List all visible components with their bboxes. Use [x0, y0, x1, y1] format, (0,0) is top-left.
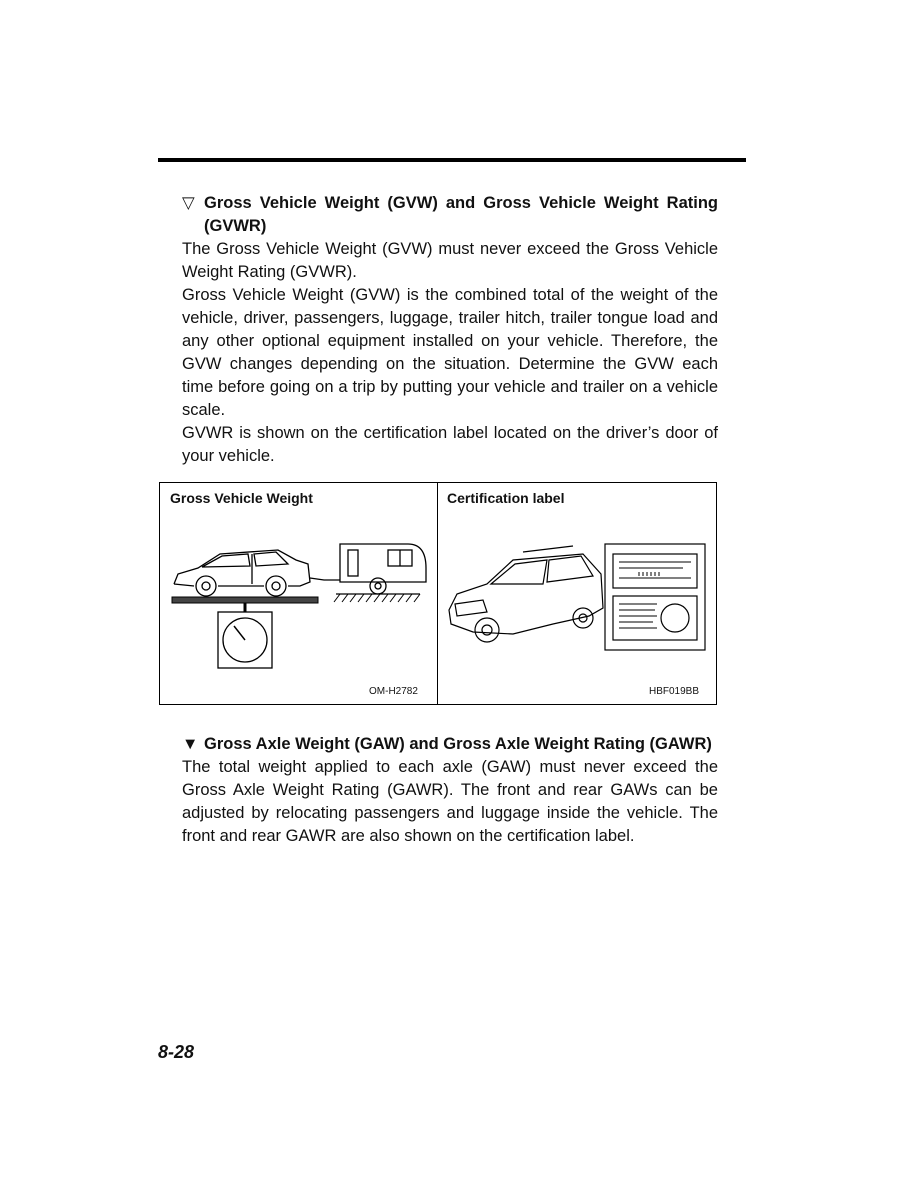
open-triangle-icon: ▽: [182, 194, 195, 212]
section-gvw-heading: [182, 192, 718, 238]
vehicle-scale-illustration: [168, 538, 430, 678]
figure-left-code: OM-H2782: [369, 686, 418, 697]
certification-label-illustration: [443, 538, 713, 678]
section-gvw: [182, 192, 718, 468]
figure-right-code: HBF019BB: [649, 686, 700, 697]
figure-right-title: Certification label: [447, 490, 565, 506]
figure-left-title: Gross Vehicle Weight: [170, 490, 313, 506]
section-gaw: [182, 733, 718, 848]
top-rule: [158, 158, 746, 162]
gvw-paragraph-3: GVWR is shown on the certification label located on the driver’s door of your vehicle.: [182, 424, 718, 465]
section-gaw-heading: [182, 733, 718, 756]
filled-triangle-icon: ▼: [182, 735, 199, 753]
figure-box: [159, 482, 717, 705]
gvw-paragraph-2: Gross Vehicle Weight (GVW) is the combined total of the weight of the vehicle, driver, passengers, luggage, trailer hitch, trailer tongue load and any other optional equipment installed on your vehicle. Therefore, the GVW changes depending on the situation. Determine the GVW each time before going on a trip by putting your vehicle and trailer on a vehicle scale.: [182, 286, 718, 419]
page-number: 8-28: [158, 1042, 195, 1062]
figure-divider: [437, 483, 438, 704]
section-gaw-heading-text: Gross Axle Weight (GAW) and Gross Axle Weight Rating (GAWR): [204, 735, 712, 753]
section-gvw-heading-text: Gross Vehicle Weight (GVW) and Gross Vehicle Weight Rating (GVWR): [204, 194, 718, 235]
gvw-paragraph-1: The Gross Vehicle Weight (GVW) must never exceed the Gross Vehicle Weight Rating (GVWR).: [182, 240, 718, 281]
gaw-paragraph-1: The total weight applied to each axle (GAW) must never exceed the Gross Axle Weight Rating (GAWR). The front and rear GAWs can be adjusted by relocating passengers and luggage inside the vehicle. The front and rear GAWR are also shown on the certification label.: [182, 758, 718, 845]
